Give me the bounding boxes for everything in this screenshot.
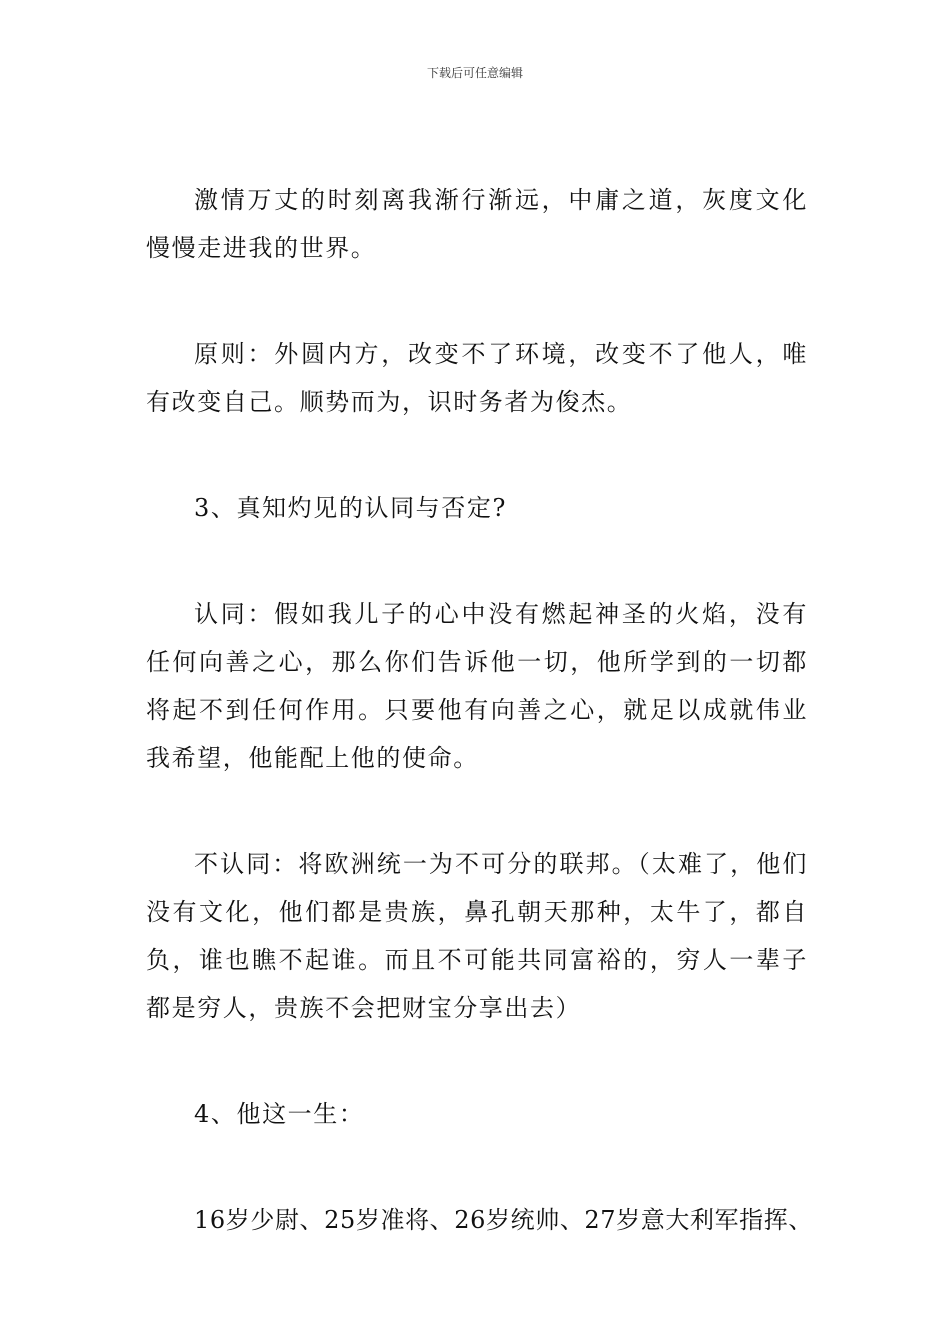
document-body [146,176,813,1244]
paragraph-disagree: 不认同：将欧洲统一为不可分的联邦。（太难了，他们没有文化，他们都是贵族，鼻孔朝天那种，太牛了，都自负，谁也瞧不起谁。而且不可能共同富裕的，穷人一辈子都是穷人，贵族不会把财宝分享出去） [146,850,808,1022]
page-header: 下载后可任意编辑 [426,66,523,80]
paragraph-agree: 认同：假如我儿子的心中没有燃起神圣的火焰，没有任何向善之心，那么你们告诉他一切，他所学到的一切都将起不到任何作用。只要他有向善之心，就足以成就伟业我希望，他能配上他的使命。 [146,600,808,772]
section-heading-4: 4、他这一生： [194,1100,365,1128]
section-heading-3: 3、真知灼见的认同与否定? [194,494,507,522]
paragraph-gray-culture: 激情万丈的时刻离我渐行渐远，中庸之道，灰度文化慢慢走进我的世界。 [146,186,808,262]
paragraph-career: 16岁少尉、25岁准将、26岁统帅、27岁意大利军指挥、 [194,1206,813,1234]
paragraph-principle: 原则：外圆内方，改变不了环境，改变不了他人，唯有改变自己。顺势而为，识时务者为俊杰。 [146,340,808,416]
